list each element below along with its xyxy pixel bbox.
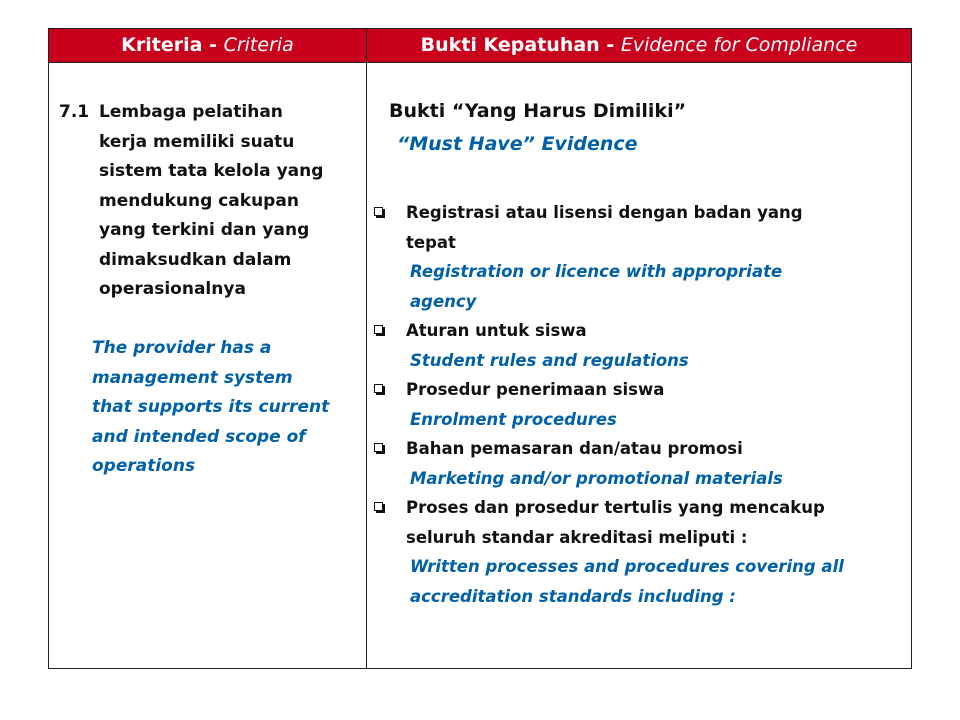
criteria-header-label: Kriteria -	[121, 34, 224, 56]
criterion-line: operasionalnya	[99, 279, 246, 299]
checkbox-bullet-icon	[374, 502, 383, 511]
criterion-line: Lembaga pelatihan	[99, 102, 283, 122]
header-divider	[49, 62, 911, 63]
item-text-en: Written processes and procedures covering all	[410, 557, 844, 576]
evidence-list	[372, 198, 912, 611]
criterion-line: dimaksudkan dalam	[99, 249, 292, 270]
list-item	[372, 493, 912, 611]
criteria-header	[49, 29, 366, 62]
column-divider	[366, 29, 367, 668]
criterion-text-id	[59, 98, 359, 305]
criterion-line: kerja memiliki suatu	[99, 131, 295, 152]
criterion-number: 7.1	[59, 102, 90, 122]
checkbox-bullet-icon	[374, 384, 383, 393]
item-text-en: Enrolment procedures	[410, 409, 617, 429]
item-text-id: Registrasi atau lisensi dengan badan yang	[406, 203, 803, 222]
item-text-id: Aturan untuk siswa	[406, 321, 587, 340]
evidence-header-label: Bukti Kepatuhan -	[420, 34, 621, 56]
criteria-header-label-en: Criteria	[223, 34, 294, 56]
evidence-header	[367, 29, 911, 62]
list-item	[372, 316, 912, 375]
checkbox-bullet-icon	[374, 207, 383, 216]
item-text-id: Proses dan prosedur tertulis yang mencakup	[406, 498, 825, 517]
evidence-header-label-en: Evidence for Compliance	[620, 34, 858, 56]
criterion-en-line: operations	[92, 456, 196, 476]
criterion-text-en	[92, 334, 362, 482]
criterion-line: sistem tata kelola yang	[99, 161, 324, 181]
item-text-id: tepat	[406, 232, 456, 252]
item-text-id: Prosedur penerimaan siswa	[406, 380, 665, 399]
criterion-line: mendukung cakupan	[99, 190, 299, 211]
list-item	[372, 434, 912, 493]
item-text-en: Marketing and/or promotional materials	[410, 468, 783, 488]
checkbox-bullet-icon	[374, 325, 383, 334]
list-item	[372, 375, 912, 434]
evidence-title-en: “Must Have” Evidence	[397, 133, 638, 155]
item-text-id: seluruh standar akreditasi meliputi :	[406, 527, 748, 547]
criterion-en-line: that supports its current	[92, 397, 330, 417]
evidence-title: Bukti “Yang Harus Dimiliki”	[389, 100, 687, 122]
list-item	[372, 198, 912, 316]
item-text-en: agency	[410, 291, 477, 311]
criterion-en-line: and intended scope of	[92, 426, 306, 447]
item-text-en: Registration or licence with appropriate	[410, 262, 783, 281]
item-text-en: accreditation standards including :	[410, 586, 736, 606]
criterion-en-line: management system	[92, 367, 293, 388]
item-text-en: Student rules and regulations	[410, 350, 689, 370]
criterion-line: yang terkini dan yang	[99, 220, 310, 240]
criterion-en-line: The provider has a	[92, 338, 272, 358]
checkbox-bullet-icon	[374, 443, 383, 452]
item-text-id: Bahan pemasaran dan/atau promosi	[406, 439, 743, 458]
